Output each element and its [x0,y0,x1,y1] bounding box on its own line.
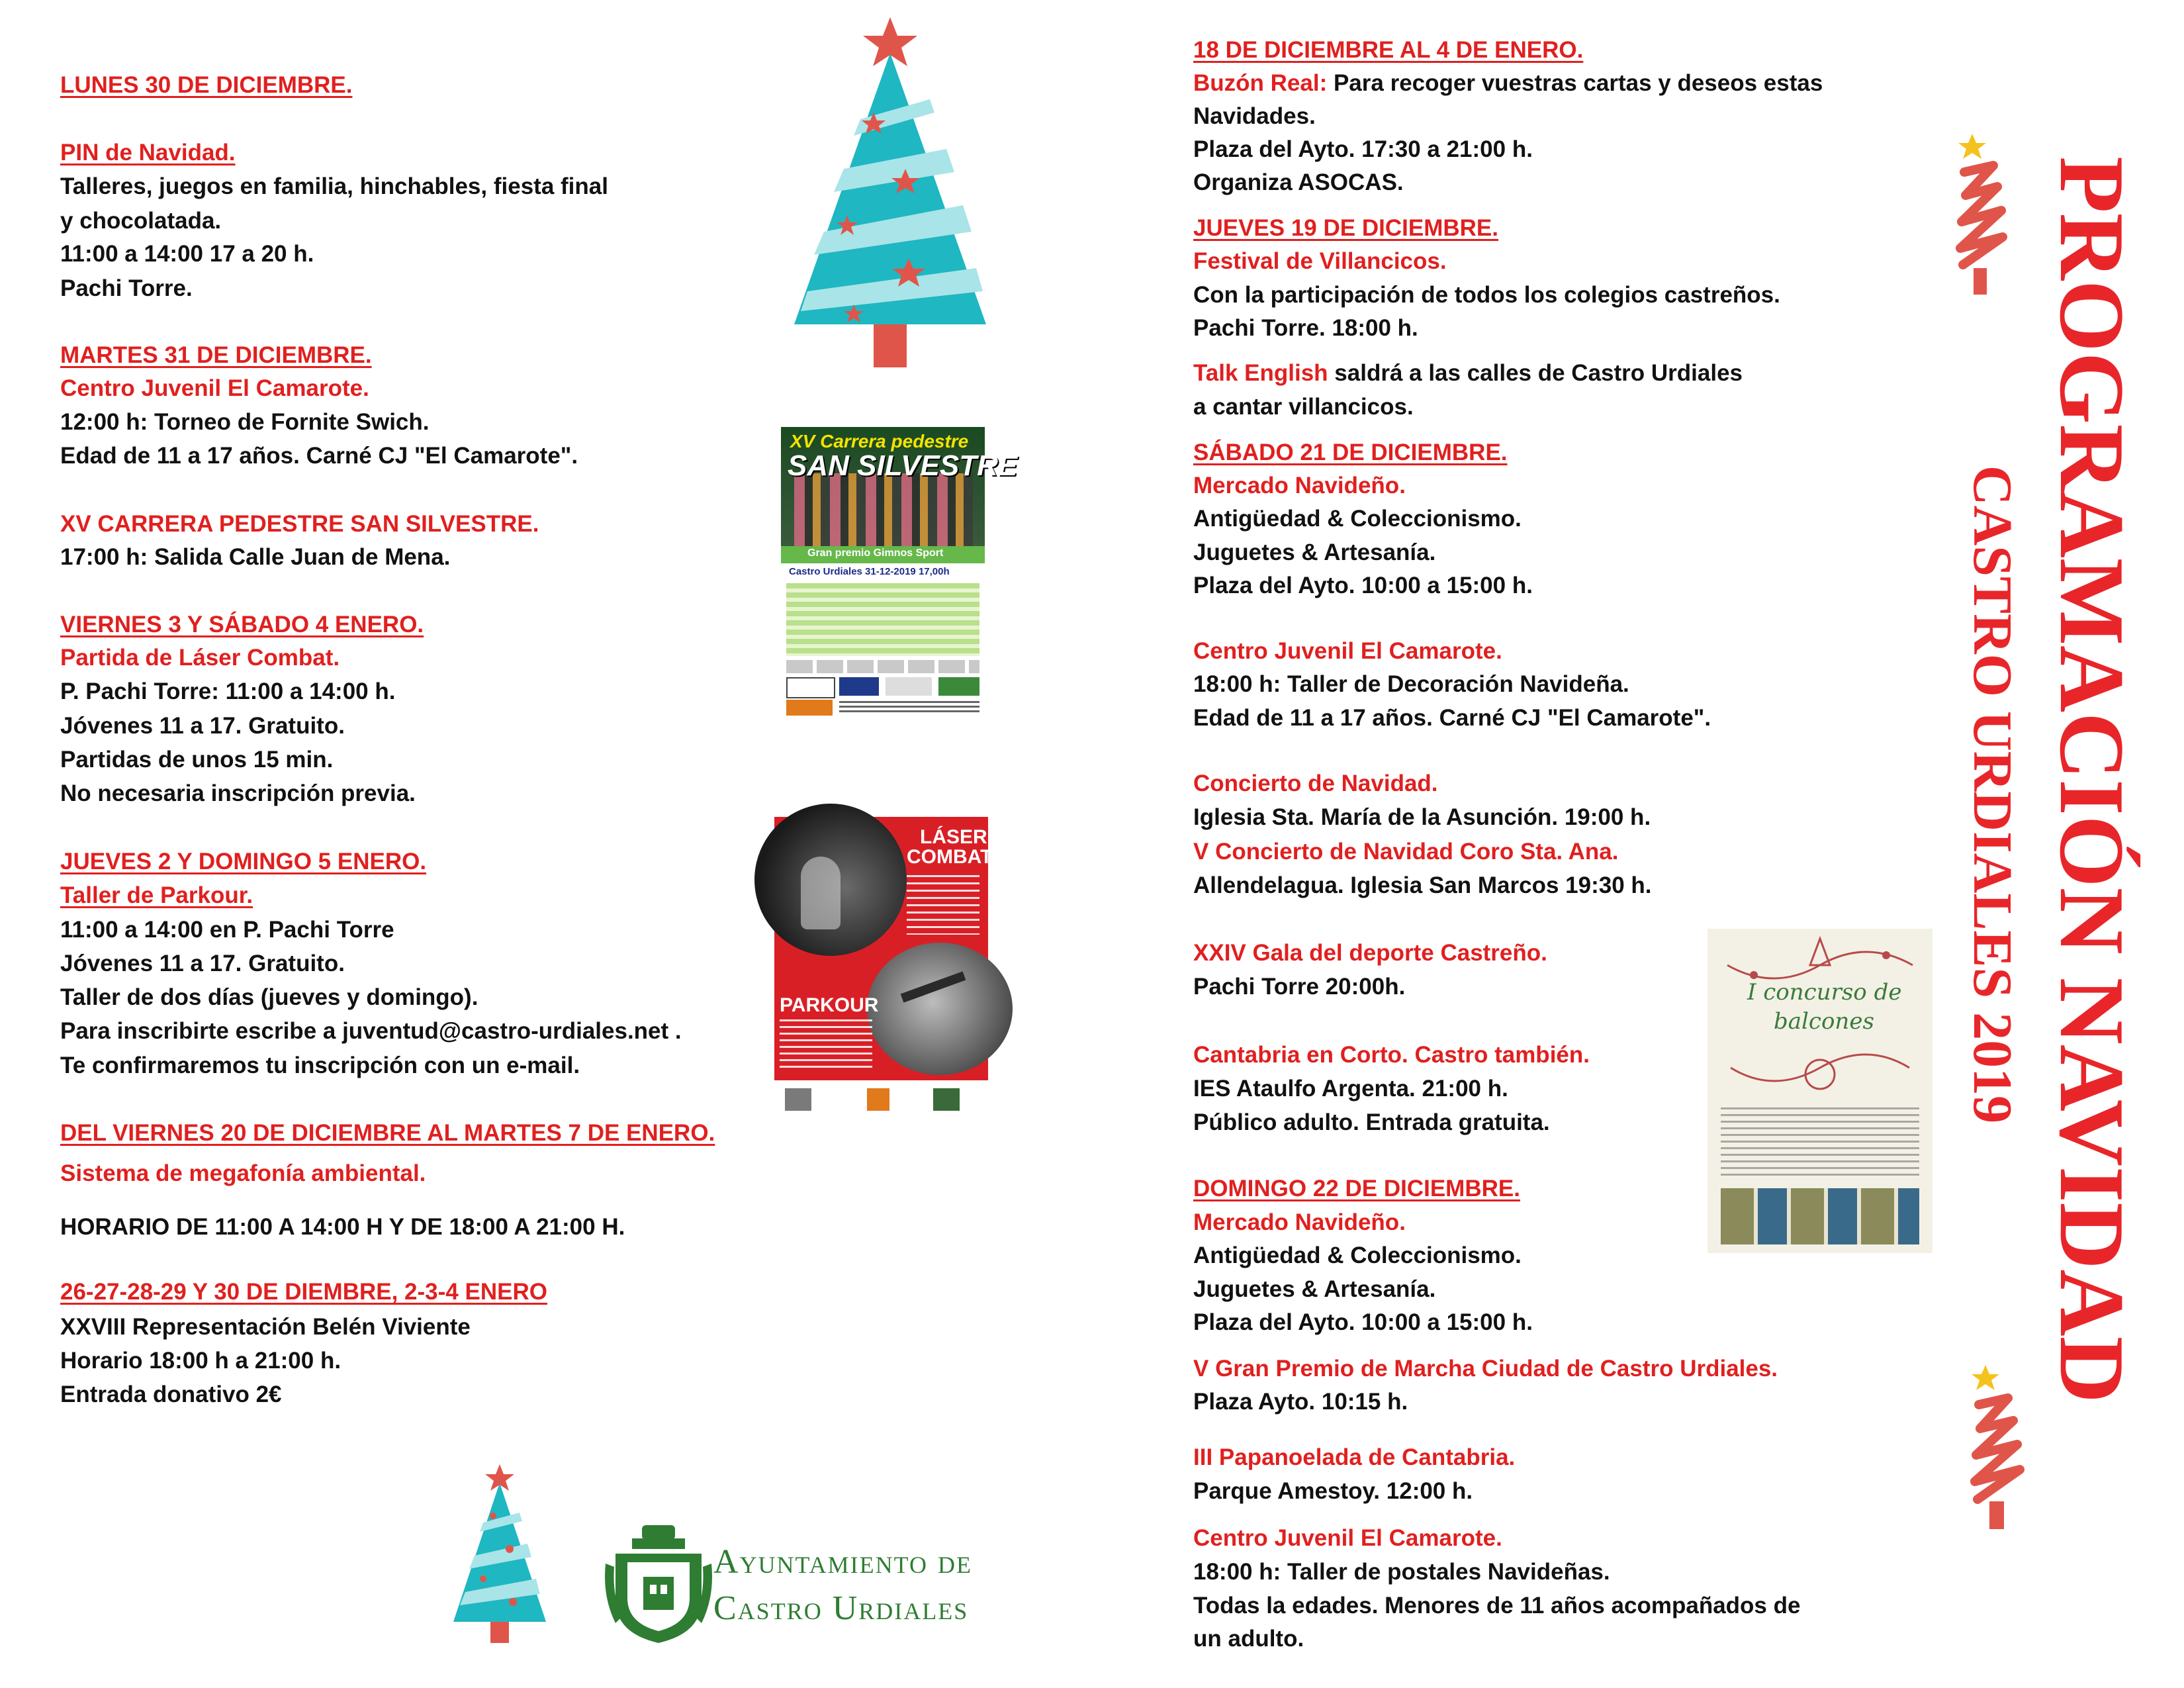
right-line-part: Plaza del Ayto. 10:00 a 15:00 h. [1193,573,1533,598]
right-line-part: XXIV Gala del deporte Castreño. [1193,940,1547,966]
left-line: 11:00 a 14:00 17 a 20 h. [60,241,314,267]
right-line-part: Concierto de Navidad. [1193,771,1438,796]
right-line [1193,1523,1502,1554]
right-line-part: Todas la edades. Menores de 11 años acompañados de [1193,1593,1801,1618]
left-line: PIN de Navidad. [60,140,236,165]
right-line [1193,101,1316,132]
right-line-part: Cantabria en Corto. Castro también. [1193,1042,1590,1068]
balcones-poster [1707,929,1933,1253]
right-line [1193,1307,1533,1338]
right-line [1193,167,1404,199]
left-line: XXVIII Representación Belén Viviente [60,1314,471,1340]
right-line [1193,635,1502,667]
left-line: 11:00 a 14:00 en P. Pachi Torre [60,917,394,943]
right-line-part: Buzón Real: [1193,70,1328,96]
right-line-part: Pachi Torre. 18:00 h. [1193,315,1418,341]
logo-line-1: Ayuntamiento de [713,1543,972,1581]
left-line: Jóvenes 11 a 17. Gratuito. [60,713,345,739]
left-line: Pachi Torre. [60,275,193,301]
right-line [1193,391,1414,423]
left-line: Sistema de megafonía ambiental. [60,1160,426,1186]
left-line: 26-27-28-29 Y 30 DE DIEMBRE, 2-3-4 ENERO [60,1279,547,1305]
right-line [1193,1386,1408,1418]
coat-of-arms-icon [602,1524,715,1646]
right-line [1193,279,1780,311]
left-line: HORARIO DE 11:00 A 14:00 H Y DE 18:00 A 21:00 H. [60,1214,625,1240]
laser-title-1: LÁSER [920,826,987,848]
yellow-star-icon-2 [1972,1365,1999,1390]
left-line: 17:00 h: Salida Calle Juan de Mena. [60,544,451,570]
parkour-title: PARKOUR [780,994,879,1016]
right-line [1193,68,1823,99]
left-line: JUEVES 2 Y DOMINGO 5 ENERO. [60,849,427,874]
right-line [1193,1476,1473,1507]
right-line [1193,870,1651,902]
san-silvestre-line2: SAN SILVESTRE [788,449,1018,482]
left-line: Partida de Láser Combat. [60,645,340,671]
right-line [1193,357,1743,389]
right-line-part: Público adulto. Entrada gratuita. [1193,1109,1550,1135]
right-line [1193,503,1522,535]
decor-tree-bottom-icon [1959,1364,2032,1562]
right-line [1193,1207,1406,1239]
left-line: y chocolatada. [60,208,222,234]
right-line-part: Festival de Villancicos. [1193,248,1447,274]
san-silvestre-line1: XV Carrera pedestre [790,431,969,451]
right-line-part: Iglesia Sta. María de la Asunción. 19:00 h. [1193,804,1651,830]
right-line [1193,246,1447,277]
left-line: No necesaria inscripción previa. [60,780,416,806]
right-line-part: 18:00 h: Taller de postales Navideñas. [1193,1559,1610,1585]
right-line-part: saldrá a las calles de Castro Urdiales [1328,360,1743,386]
right-line [1193,212,1498,244]
left-line: Taller de dos días (jueves y domingo). [60,984,478,1010]
right-schedule-column [1193,0,1987,1688]
right-line-part: JUEVES 19 DE DICIEMBRE. [1193,215,1498,241]
subtitle: CASTRO URDIALES 2019 [1962,465,2023,1124]
right-line [1193,34,1583,66]
left-line: Te confirmaremos tu inscripción con un e-mail. [60,1053,580,1078]
christmas-tree-icon [781,13,999,374]
yellow-star-icon [1958,134,1986,159]
right-line-part: Juguetes & Artesanía. [1193,1276,1436,1302]
right-line [1193,802,1651,833]
logo-line-2: Castro Urdiales [713,1589,969,1627]
left-line: Entrada donativo 2€ [60,1382,282,1407]
right-line [1193,1173,1520,1205]
right-line [1193,570,1533,602]
left-line: Taller de Parkour. [60,882,253,908]
left-line: Partidas de unos 15 min. [60,747,334,773]
right-line-part: Centro Juvenil El Camarote. [1193,638,1502,664]
left-line: Centro Juvenil El Camarote. [60,375,369,401]
laser-parkour-poster [774,817,993,1117]
left-line: Para inscribirte escribe a juventud@castro-urdiales.net . [60,1018,682,1044]
right-line-part: SÁBADO 21 DE DICIEMBRE. [1193,440,1508,465]
right-line [1193,1240,1522,1272]
left-line: Edad de 11 a 17 años. Carné CJ "El Camarote". [60,443,578,469]
san-silvestre-line4: Castro Urdiales 31-12-2019 17,00h [789,566,950,577]
right-line-part: DOMINGO 22 DE DICIEMBRE. [1193,1176,1520,1201]
right-line-part: Centro Juvenil El Camarote. [1193,1525,1502,1551]
right-line-part: Allendelagua. Iglesia San Marcos 19:30 h. [1193,872,1652,898]
small-christmas-tree-icon [447,1463,553,1645]
right-line [1193,1590,1800,1622]
san-silvestre-line3: Gran premio Gimnos Sport [807,547,944,559]
left-line: DEL VIERNES 20 DE DICIEMBRE AL MARTES 7 DE ENERO. [60,1120,715,1146]
left-line: Jóvenes 11 a 17. Gratuito. [60,951,345,976]
right-line [1193,437,1508,469]
right-line-part: 18 DE DICIEMBRE AL 4 DE ENERO. [1193,37,1584,63]
right-line [1193,1623,1304,1655]
right-line [1193,1107,1550,1139]
right-line-part: Mercado Navideño. [1193,473,1406,498]
right-line-part: Organiza ASOCAS. [1193,169,1404,195]
right-line [1193,768,1438,800]
right-line-part: V Concierto de Navidad Coro Sta. Ana. [1193,839,1619,865]
right-line [1193,836,1618,868]
san-silvestre-poster [781,427,1018,720]
right-line-part: 18:00 h: Taller de Decoración Navideña. [1193,671,1629,697]
decor-tree-top-icon [1946,132,2012,338]
right-line-part: Plaza Ayto. 10:15 h. [1193,1389,1408,1415]
left-schedule-column [60,0,788,1688]
right-line-part: a cantar villancicos. [1193,394,1414,420]
right-line [1193,1039,1590,1071]
right-line-part: III Papanoelada de Cantabria. [1193,1444,1516,1470]
right-line-part: Talk English [1193,360,1328,386]
left-line: P. Pachi Torre: 11:00 a 14:00 h. [60,679,396,704]
right-line-part: Plaza del Ayto. 17:30 a 21:00 h. [1193,136,1533,162]
right-line-part: Parque Amestoy. 12:00 h. [1193,1478,1473,1504]
right-line [1193,971,1405,1003]
left-line: Talleres, juegos en familia, hinchables, fiesta final [60,173,608,199]
right-line [1193,1442,1515,1474]
left-line: 12:00 h: Torneo de Fornite Swich. [60,409,430,435]
balcones-title-1: I concurso de [1747,979,1902,1006]
balcones-title-2: balcones [1774,1008,1874,1035]
right-line [1193,537,1435,569]
right-line-part: Plaza del Ayto. 10:00 a 15:00 h. [1193,1309,1533,1335]
right-line [1193,1073,1508,1105]
right-line-part: V Gran Premio de Marcha Ciudad de Castro Urdiales. [1193,1356,1778,1382]
right-line [1193,1353,1778,1385]
right-line [1193,134,1533,165]
right-line [1193,669,1629,700]
left-line: LUNES 30 DE DICIEMBRE. [60,72,353,98]
right-line-part: Para recoger vuestras cartas y deseos estas [1327,70,1823,96]
left-line: VIERNES 3 Y SÁBADO 4 ENERO. [60,612,424,637]
laser-title-2: COMBAT [907,846,993,868]
right-line [1193,470,1406,502]
right-line [1193,1274,1435,1305]
left-line: MARTES 31 DE DICIEMBRE. [60,342,372,368]
right-line-part: Antigüedad & Coleccionismo. [1193,1243,1522,1268]
right-line-part: Juguetes & Artesanía. [1193,539,1436,565]
ornament-icon [1727,1041,1913,1101]
right-line [1193,702,1711,734]
right-line-part: Navidades. [1193,103,1316,129]
right-line [1193,937,1547,969]
right-line-part: IES Ataulfo Argenta. 21:00 h. [1193,1076,1508,1102]
right-line-part: Pachi Torre 20:00h. [1193,974,1406,1000]
right-line-part: Mercado Navideño. [1193,1209,1406,1235]
right-line-part: Antigüedad & Coleccionismo. [1193,506,1522,532]
right-line-part: Con la participación de todos los colegios castreños. [1193,282,1780,308]
right-line-part: un adulto. [1193,1626,1304,1652]
right-line-part: Edad de 11 a 17 años. Carné CJ "El Camarote". [1193,705,1711,731]
left-line: Horario 18:00 h a 21:00 h. [60,1348,341,1374]
left-line: XV CARRERA PEDESTRE SAN SILVESTRE. [60,511,539,537]
right-line [1193,1556,1610,1588]
right-line [1193,312,1418,344]
main-title: PROGRAMACIÓN NAVIDAD [2040,156,2143,1403]
